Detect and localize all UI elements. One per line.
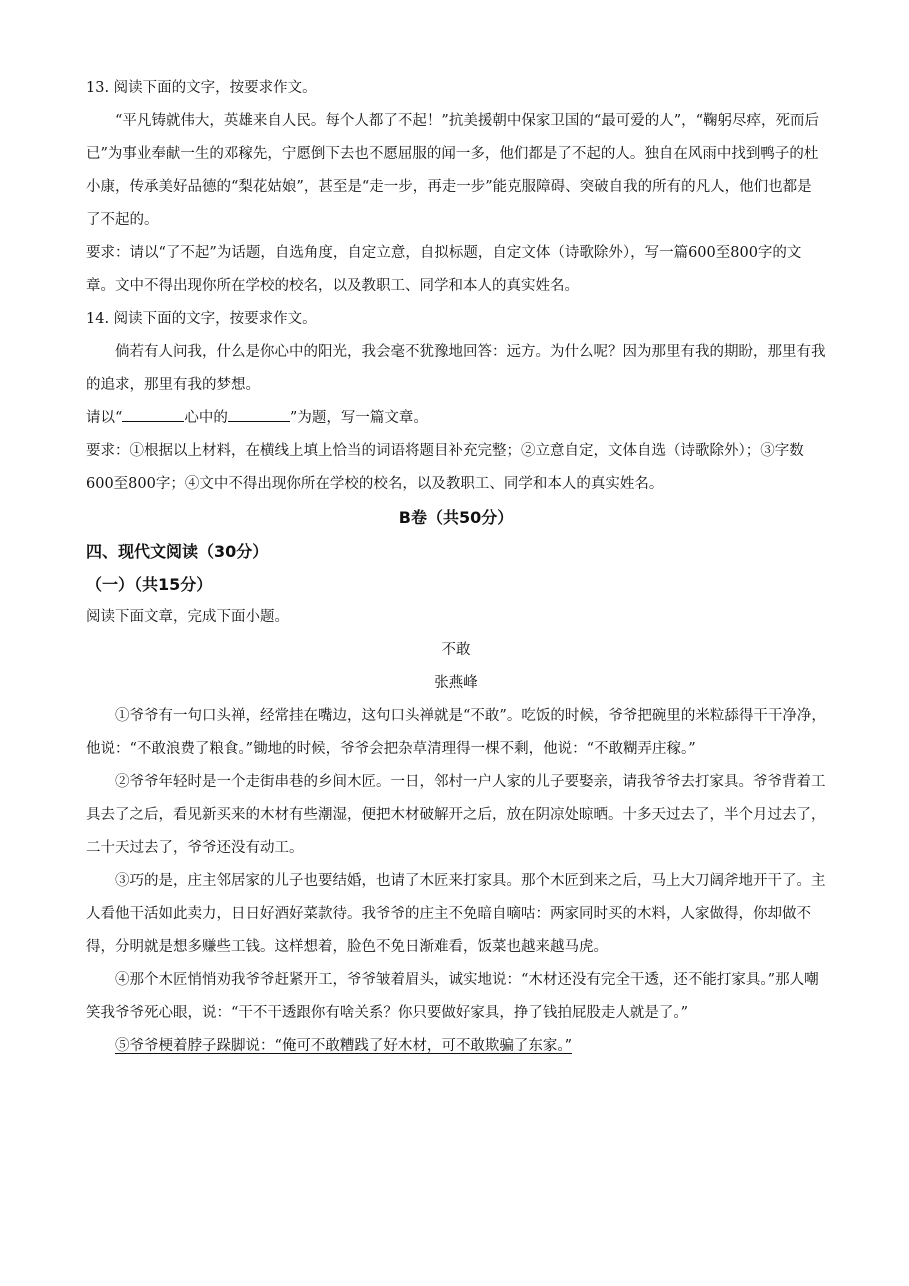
q14-prompt-start: 请以“ [86,410,123,426]
part4-title: 四、现代文阅读（30分） [86,542,269,561]
q14-prompt-middle: 心中的 [184,410,228,426]
section-b-title: B卷（共50分） [398,508,514,527]
answer-blank-1[interactable] [122,405,184,422]
q14-prompt [86,402,826,435]
q14-title: 14. 阅读下面的文字，按要求作文。 [86,311,317,327]
q14-prompt-end: ”为题，写一篇文章。 [289,410,428,426]
article-paragraph-1: ①爷爷有一句口头禅，经常挂在嘴边，这句口头禅就是“不敢”。吃饭的时候，爷爷把碗里的米粒舔得干干净净，他说：“不敢浪费了粮食。”锄地的时候，爷爷会把杂草清理得一棵不剩，他说：“不敢糊弄庄稼。” [86,708,826,757]
q13-title: 13. 阅读下面的文字，按要求作文。 [86,80,317,96]
q13-requirement: 要求：请以“了不起”为话题，自选角度，自定立意，自拟标题，自定文体（诗歌除外），写一篇600至800字的文章。文中不得出现你所在学校的校名，以及教职工、同学和本人的真实姓名。 [86,245,802,294]
q14-paragraph: 倘若有人问我，什么是你心中的阳光，我会毫不犹豫地回答：远方。为什么呢？因为那里有我的期盼，那里有我的追求，那里有我的梦想。 [86,344,826,393]
article-paragraph-3: ③巧的是，庄主邻居家的儿子也要结婚，也请了木匠来打家具。那个木匠到来之后，马上大刀阔斧地开干了。主人看他干活如此卖力，日日好酒好菜款待。我爷爷的庄主不免暗自嘀咕：两家同时买的木料，人家做得，你却做不得，分明就是想多赚些工钱。这样想着，脸色不免日渐难看，饭菜也越来越马虎。 [86,873,826,955]
q13-paragraph: “平凡铸就伟大，英雄来自人民。每个人都了不起！”抗美援朝中保家卫国的“最可爱的人”，“鞠躬尽瘁，死而后已”为事业奉献一生的邓稼先，宁愿倒下去也不愿屈服的闻一多，他们都是了不起的人。独自在风雨中找到鸭子的杜小康，传承美好品德的“梨花姑娘”，甚至是“走一步，再走一步”能克服障碍、突破自我的所有的凡人，他们也都是了不起的。 [86,113,820,228]
article-paragraph-4: ④那个木匠悄悄劝我爷爷赶紧开工，爷爷皱着眉头，诚实地说：“木材还没有完全干透，还不能打家具。”那人嘲笑我爷爷死心眼，说：“干不干透跟你有啥关系？你只要做好家具，挣了钱拍屁股走人就是了。” [86,972,819,1021]
exam-page [86,72,826,1063]
reading-instruction: 阅读下面文章，完成下面小题。 [86,609,289,625]
article-author: 张燕峰 [434,675,478,691]
article-paragraph-5 [86,1030,826,1063]
article-title: 不敢 [441,642,471,658]
subsection-1-title: （一）（共15分） [86,575,213,594]
article-paragraph-2: ②爷爷年轻时是一个走街串巷的乡间木匠。一日，邻村一户人家的儿子要娶亲，请我爷爷去打家具。爷爷背着工具去了之后，看见新买来的木材有些潮湿，便把木材破解开之后，放在阴凉处晾晒。十多天过去了，半个月过去了，二十天过去了，爷爷还没有动工。 [86,774,826,856]
answer-blank-2[interactable] [228,405,290,422]
q14-requirement: 要求：①根据以上材料，在横线上填上恰当的词语将题目补充完整；②立意自定，文体自选（诗歌除外）；③字数600至800字；④文中不得出现你所在学校的校名，以及教职工、同学和本人的真实姓名。 [86,443,804,492]
underlined-sentence: ⑤爷爷梗着脖子跺脚说：“俺可不敢糟践了好木材，可不敢欺骗了东家。” [115,1038,573,1054]
